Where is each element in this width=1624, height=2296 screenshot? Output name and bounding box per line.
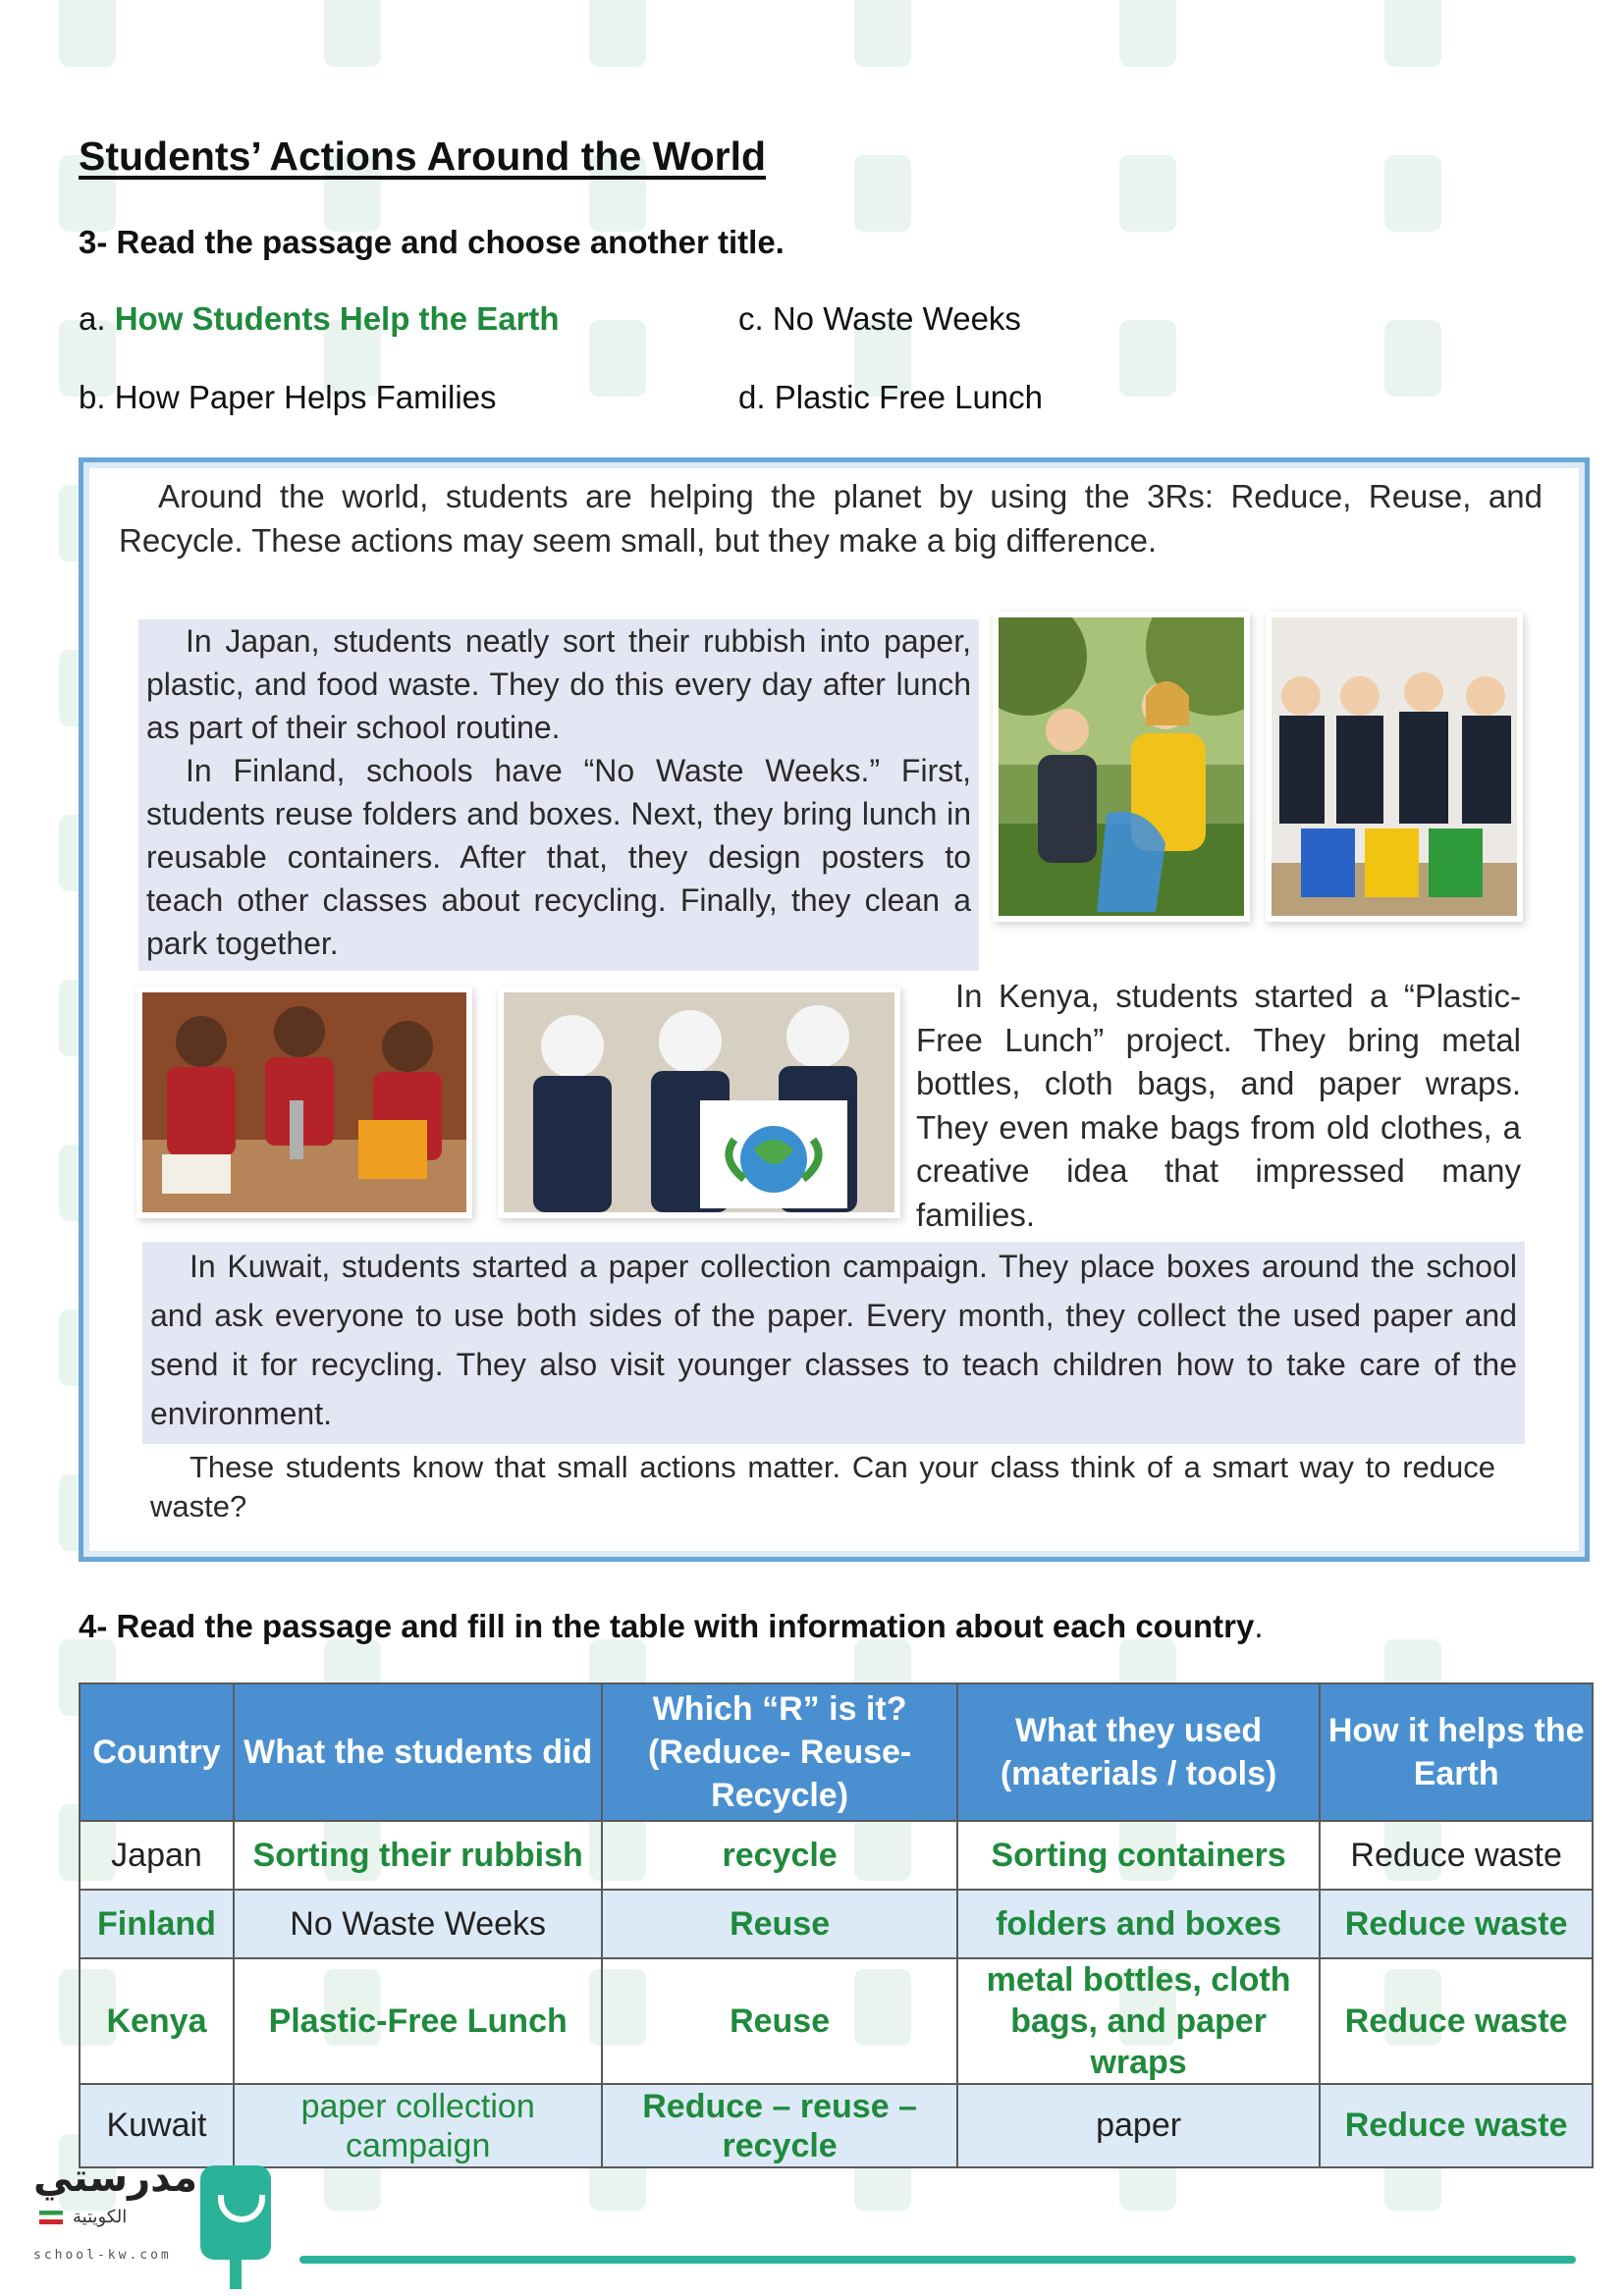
footer-divider xyxy=(299,2256,1576,2264)
page-title: Students’ Actions Around the World xyxy=(79,133,767,179)
logo-url: school-kw.com xyxy=(33,2248,172,2263)
passage-kenya: In Kenya, students started a “Plastic-Free Lunch” project. They bring metal bottles, cloth bags, and paper wraps. They even make bags from old clothes, a creative idea that impressed many families. xyxy=(916,978,1521,1233)
watermark-logo-icon xyxy=(854,155,1021,243)
cell-r: recycle xyxy=(602,1821,956,1890)
watermark-logo-icon xyxy=(1119,320,1286,408)
header-helps-earth: How it helps the Earth xyxy=(1320,1683,1593,1821)
kuwait-flag-icon xyxy=(39,2211,63,2224)
passage-finland: In Finland, schools have “No Waste Weeks.” First, students reuse folders and boxes. Next, they bring lunch in reusable containers. After that, they design posters to teach other classes about recycling. Finally, they clean a park together. xyxy=(138,749,979,971)
table-header-row xyxy=(80,1683,1593,1821)
header-country: Country xyxy=(80,1683,234,1821)
watermark-logo-icon xyxy=(1384,0,1551,79)
option-a: a. How Students Help the Earth xyxy=(79,300,560,337)
country-info-table xyxy=(79,1682,1594,2168)
school-logo xyxy=(33,2156,289,2293)
logo-arabic-name: مدرستي xyxy=(33,2156,198,2201)
cell-helps: Reduce waste xyxy=(1320,1821,1593,1890)
cell-country: Kuwait xyxy=(80,2084,234,2167)
option-c: c. No Waste Weeks xyxy=(738,300,1021,337)
passage-intro: Around the world, students are helping the planet by using the 3Rs: Reduce, Reuse, and Recycle. These actions may seem small, but they make a big difference. xyxy=(119,478,1543,559)
reading-passage xyxy=(79,457,1590,1562)
cell-materials: metal bottles, cloth bags, and paper wraps xyxy=(957,1958,1321,2084)
photo-sorting-bins xyxy=(1272,617,1517,916)
cell-r: Reduce – reuse – recycle xyxy=(602,2084,956,2167)
cell-action: Plastic-Free Lunch xyxy=(234,1958,602,2084)
header-what-did: What the students did xyxy=(234,1683,602,1821)
watermark-logo-icon xyxy=(1384,155,1551,243)
watermark-logo-icon xyxy=(589,320,756,408)
logo-arabic-sub: الكويتية xyxy=(73,2207,128,2227)
table-row xyxy=(80,1958,1593,2084)
option-a-answer: How Students Help the Earth xyxy=(114,300,560,337)
question-4-prompt: 4- Read the passage and fill in the table with information about each country. xyxy=(79,1608,1264,1644)
table-row xyxy=(80,2084,1593,2167)
watermark-logo-icon xyxy=(324,0,491,79)
table-row xyxy=(80,1821,1593,1890)
passage-japan: In Japan, students neatly sort their rubbish into paper, plastic, and food waste. They do this every day after lunch as part of their school routine. xyxy=(138,619,979,749)
header-which-r: Which “R” is it? (Reduce- Reuse-Recycle) xyxy=(602,1683,956,1821)
cell-action: paper collection campaign xyxy=(234,2084,602,2167)
cell-helps: Reduce waste xyxy=(1320,1890,1593,1958)
cell-materials: Sorting containers xyxy=(957,1821,1321,1890)
cell-helps: Reduce waste xyxy=(1320,2084,1593,2167)
table-row xyxy=(80,1890,1593,1958)
option-d: d. Plastic Free Lunch xyxy=(738,379,1044,415)
passage-kuwait: In Kuwait, students started a paper collection campaign. They place boxes around the school and ask everyone to use both sides of the paper. Every month, they collect the used paper and send it for recycling. They also visit younger classes to teach children how to take care of the environment. xyxy=(142,1242,1525,1444)
cell-action: Sorting their rubbish xyxy=(234,1821,602,1890)
header-materials: What they used (materials / tools) xyxy=(957,1683,1321,1821)
cell-country: Finland xyxy=(80,1890,234,1958)
option-b: b. How Paper Helps Families xyxy=(79,379,497,415)
cell-helps: Reduce waste xyxy=(1320,1958,1593,2084)
watermark-logo-icon xyxy=(59,0,226,79)
photo-park-cleanup xyxy=(999,617,1244,916)
cell-action: No Waste Weeks xyxy=(234,1890,602,1958)
cell-materials: paper xyxy=(957,2084,1321,2167)
cell-country: Japan xyxy=(80,1821,234,1890)
cell-materials: folders and boxes xyxy=(957,1890,1321,1958)
logo-book-icon xyxy=(200,2165,271,2260)
watermark-logo-icon xyxy=(1384,320,1551,408)
watermark-logo-icon xyxy=(854,0,1021,79)
passage-closing: These students know that small actions matter. Can your class think of a smart way to reduce waste? xyxy=(150,1450,1495,1523)
cell-r: Reuse xyxy=(602,1890,956,1958)
question-3-prompt: 3- Read the passage and choose another title. xyxy=(79,224,785,260)
watermark-logo-icon xyxy=(1119,155,1286,243)
photo-kuwait-poster xyxy=(504,992,894,1212)
cell-country: Kenya xyxy=(80,1958,234,2084)
cell-r: Reuse xyxy=(602,1958,956,2084)
watermark-logo-icon xyxy=(1119,0,1286,79)
watermark-logo-icon xyxy=(589,0,756,79)
photo-kenya-lunch xyxy=(142,992,466,1212)
